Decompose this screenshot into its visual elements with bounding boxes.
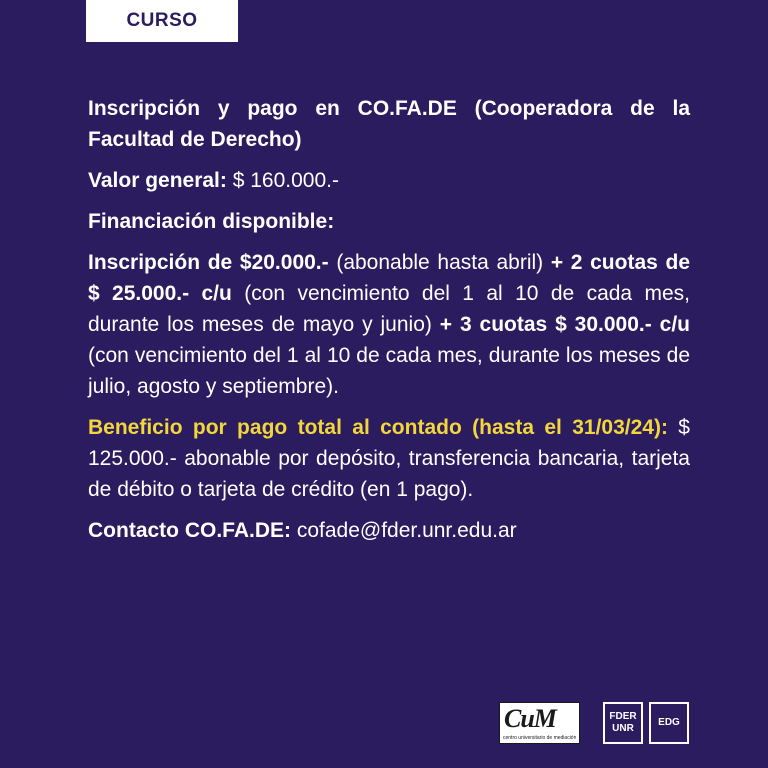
contact-label: Contacto CO.FA.DE:: [88, 519, 291, 542]
financing-installments-1: + 2 cuotas de $ 25.000.- c/u: [88, 251, 691, 305]
financing-installments-2-note: (con vencimiento del 1 al 10 de cada mes, durante los meses de julio, agosto y septiembre).: [88, 344, 690, 398]
cum-logo-letters: CuM: [504, 704, 556, 733]
fder-logo-line2: UNR: [612, 723, 634, 734]
fder-logo-line1: FDER: [609, 711, 637, 722]
financing-enrollment-note: (abonable hasta abril): [328, 251, 551, 274]
benefit-paragraph: [88, 412, 690, 505]
financing-details: [88, 247, 690, 402]
edg-logo: [649, 702, 689, 744]
price-value: $ 160.000.-: [226, 169, 339, 192]
financing-installments-1-note: (con vencimiento del 1 al 10 de cada mes, durante los meses de mayo y junio): [88, 282, 690, 336]
contact-line: [88, 515, 690, 546]
fder-unr-logo: [603, 702, 643, 744]
enrollment-heading-text: Inscripción y pago en CO.FA.DE (Cooperadora de la Facultad de Derecho): [88, 97, 690, 151]
enrollment-heading: [88, 93, 690, 155]
benefit-label: Beneficio por pago total al contado (hasta el 31/03/24):: [88, 416, 668, 439]
course-info: [88, 93, 690, 556]
edg-logo-text: EDG: [658, 717, 680, 728]
financing-heading-text: Financiación disponible:: [88, 210, 335, 233]
price-line: [88, 165, 690, 196]
financing-heading: [88, 206, 690, 237]
cum-logo-subtitle: centro universitario de mediación: [503, 735, 576, 741]
course-tag: [86, 0, 238, 42]
benefit-text: $ 125.000.- abonable por depósito, transferencia bancaria, tarjeta de débito o tarjeta de crédito (en 1 pago).: [88, 416, 690, 501]
financing-enrollment-fee: Inscripción de $20.000.-: [88, 251, 329, 274]
cum-logo: [499, 702, 580, 744]
contact-email[interactable]: cofade@fder.unr.edu.ar: [291, 519, 517, 542]
price-label: Valor general:: [88, 169, 227, 192]
financing-installments-2: + 3 cuotas $ 30.000.- c/u: [439, 313, 690, 336]
course-tag-label: CURSO: [126, 10, 198, 31]
